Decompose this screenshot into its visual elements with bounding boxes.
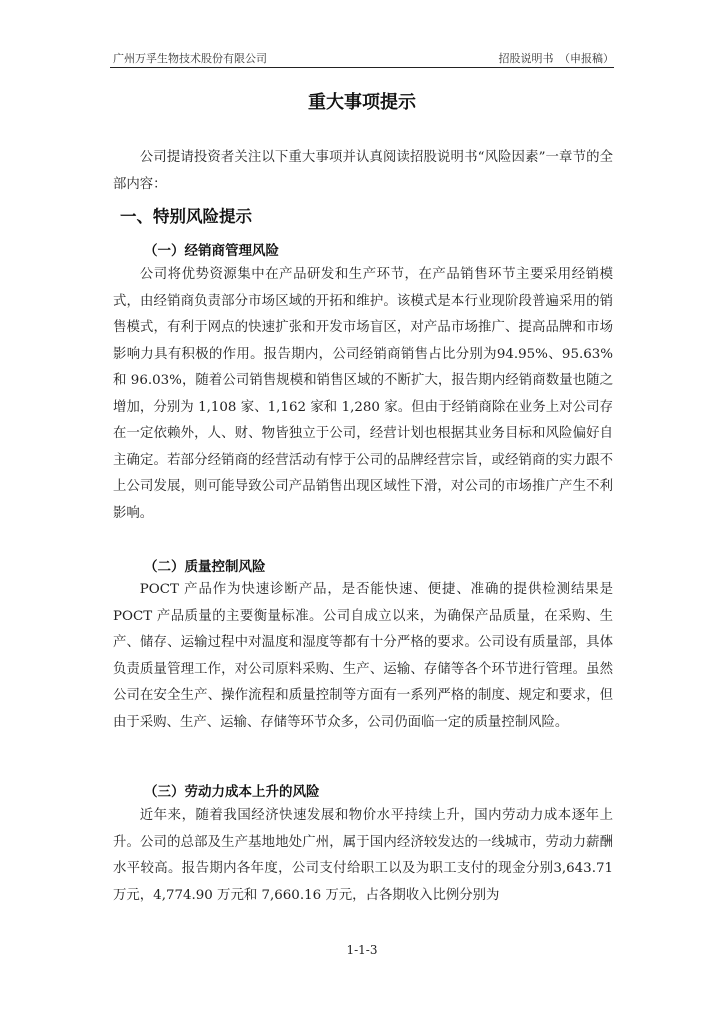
paragraph-labor-cost-risk: 近年来，随着我国经济快速发展和物价水平持续上升，国内劳动力成本逐年上升。公司的总部及生产基地地处广州，属于国内经济较发达的一线城市，劳动力薪酬水平较高。报告期内各年度，公司支付给职工以及为职工支付的现金分别3,643.71 万元，4,774.90 万元和 7,660.16 万元，占各期收入比例分别为 bbox=[113, 808, 613, 903]
page-number: 1-1-3 bbox=[346, 943, 378, 957]
header-divider bbox=[110, 67, 614, 68]
paragraph-distributor-risk: 公司将优势资源集中在产品研发和生产环节，在产品销售环节主要采用经销模式，由经销商负责部分市场区域的开拓和维护。该模式是本行业现阶段普遍采用的销售模式，有利于网点的快速扩张和开发市场盲区，对产品市场推广、提高品牌和市场影响力具有积极的作用。报告期内，公司经销商销售占比分别为94.95%、95.63%和 96.03%，随着公司销售规模和销售区域的不断扩大，报告期内经销商数量也随之增加，分别为 1,108 家、1,162 家和 1,280 家。但由于经销商除在业务上对公司存在一定依赖外，人、财、物皆独立于公司，经营计划也根据其业务目标和风险偏好自主确定。若部分经销商的经营活动有悖于公司的品牌经营宗旨，或经销商的实力跟不上公司发展，则可能导致公司产品销售出现区域性下滑，对公司的市场推广产生不利影响。 bbox=[113, 267, 613, 521]
intro-paragraph: 公司提请投资者关注以下重大事项并认真阅读招股说明书“风险因素”一章节的全部内容： bbox=[113, 150, 613, 192]
paragraph-quality-risk: POCT 产品作为快速诊断产品，是否能快速、便捷、准确的提供检测结果是POCT 产品质量的主要衡量标准。公司自成立以来，为确保产品质量，在采购、生产、储存、运输过程中对温度和湿度等都有十分严格的要求。公司设有质量部，具体负责质量管理工作，对公司原料采购、生产、运输、存储等各个环节进行管理。虽然公司在安全生产、操作流程和质量控制等方面有一系列严格的制度、规定和要求，但由于采购、生产、运输、存储等环节众多，公司仍面临一定的质量控制风险。 bbox=[113, 582, 613, 730]
subsection-heading-quality-risk: （二）质量控制风险 bbox=[144, 559, 266, 575]
page-title: 重大事项提示 bbox=[308, 92, 416, 113]
subsection-heading-labor-cost-risk: （三）劳动力成本上升的风险 bbox=[144, 784, 320, 800]
header-company: 广州万孚生物技术股份有限公司 bbox=[113, 52, 267, 65]
header-doc-type: 招股说明书 （申报稿） bbox=[498, 52, 614, 65]
section-heading-special-risks: 一、特别风险提示 bbox=[120, 207, 252, 226]
subsection-heading-distributor-risk: （一）经销商管理风险 bbox=[144, 243, 279, 259]
